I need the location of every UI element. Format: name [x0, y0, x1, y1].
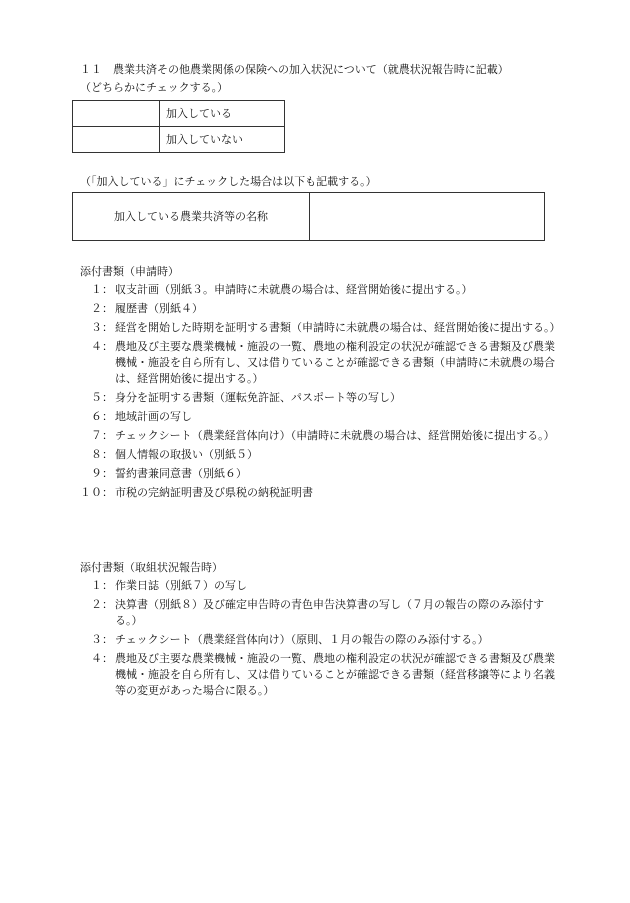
attachment-number: １：: [91, 283, 113, 296]
attachment-text: 経営を開始した時期を証明する書類（申請時に未就農の場合は、経営開始後に提出する。）: [115, 321, 561, 334]
attachment-text: 身分を証明する書類（運転免許証、パスポート等の写し）: [115, 391, 401, 404]
attachment-number: ４：: [91, 652, 113, 665]
attachment-item: [73, 390, 556, 406]
attachment-text: 農地及び主要な農業機械・施設の一覧、農地の権利設定の状況が確認できる書類及び農業機械・施設を自ら所有し、又は借りていることが確認できる書類（申請時に未就農の場合は、経営開始後に提出する。）: [115, 340, 555, 385]
attachment-text: 市税の完納証明書及び県税の納税証明書: [115, 486, 313, 499]
insurance-name-table: [72, 192, 545, 241]
attachment-number: ７：: [91, 429, 113, 442]
attachment-item: [73, 339, 556, 387]
attachment-text: 決算書（別紙８）及び確定申告時の青色申告決算書の写し（７月の報告の際のみ添付する。）: [115, 598, 544, 627]
attachment-number: ９：: [91, 467, 113, 480]
attachment-item: [73, 301, 556, 317]
attachment-number: １：: [91, 579, 113, 592]
option-enrolled: 加入している: [160, 101, 285, 127]
attachment-number: ５：: [91, 391, 113, 404]
attachments-application-list: [73, 282, 561, 504]
attachment-text: 作業日誌（別紙７）の写し: [115, 579, 247, 592]
attachment-number: ３：: [91, 633, 113, 646]
attachment-text: 個人情報の取扱い（別紙５）: [115, 448, 258, 461]
attachment-text: チェックシート（農業経営体向け）（申請時に未就農の場合は、経営開始後に提出する。）: [115, 429, 555, 442]
section-11-heading: １１ 農業共済その他農業関係の保険への加入状況について（就農状況報告時に記載）: [80, 63, 509, 76]
attachment-item: [73, 466, 556, 482]
attachment-text: 収支計画（別紙３。申請時に未就農の場合は、経営開始後に提出する。）: [115, 283, 473, 296]
attachment-number: ６：: [91, 410, 113, 423]
attachment-item: [73, 409, 556, 425]
attachment-number: １０：: [80, 486, 113, 499]
attachment-number: ４：: [91, 340, 113, 353]
attachment-number: ８：: [91, 448, 113, 461]
attachment-item: [73, 447, 556, 463]
attachment-item: [73, 485, 556, 501]
enrolled-note: （「加入している」にチェックした場合は以下も記載する。）: [80, 175, 377, 188]
attachments-report-title: 添付書類（取組状況報告時）: [80, 561, 223, 574]
attachment-text: 誓約書兼同意書（別紙６）: [115, 467, 247, 480]
insurance-checkbox-table: [72, 100, 285, 153]
insurance-name-label: 加入している農業共済等の名称: [73, 193, 310, 241]
attachment-number: ２：: [91, 598, 113, 611]
option-not-enrolled: 加入していない: [160, 127, 285, 153]
attachment-item: [73, 320, 561, 336]
attachment-item: [73, 428, 556, 444]
attachment-number: ２：: [91, 302, 113, 315]
attachments-report-list: [73, 578, 556, 702]
attachment-text: チェックシート（農業経営体向け）（原則、１月の報告の際のみ添付する。）: [115, 633, 489, 646]
attachment-item: [73, 632, 556, 648]
section-11-instruction: （どちらかにチェックする。）: [80, 81, 229, 94]
attachment-text: 履歴書（別紙４）: [115, 302, 203, 315]
attachment-item: [73, 651, 556, 699]
insurance-name-field[interactable]: [310, 193, 545, 241]
checkbox-cell-not-enrolled[interactable]: [73, 127, 160, 153]
attachment-item: [73, 578, 556, 594]
attachment-item: [73, 282, 556, 298]
checkbox-cell-enrolled[interactable]: [73, 101, 160, 127]
attachment-text: 地域計画の写し: [115, 410, 192, 423]
attachment-text: 農地及び主要な農業機械・施設の一覧、農地の権利設定の状況が確認できる書類及び農業機械・施設を自ら所有し、又は借りていることが確認できる書類（経営移譲等により名義等の変更があった場合に限る。）: [115, 652, 555, 697]
attachment-number: ３：: [91, 321, 113, 334]
attachments-application-title: 添付書類（申請時）: [80, 265, 179, 278]
attachment-item: [73, 597, 556, 629]
